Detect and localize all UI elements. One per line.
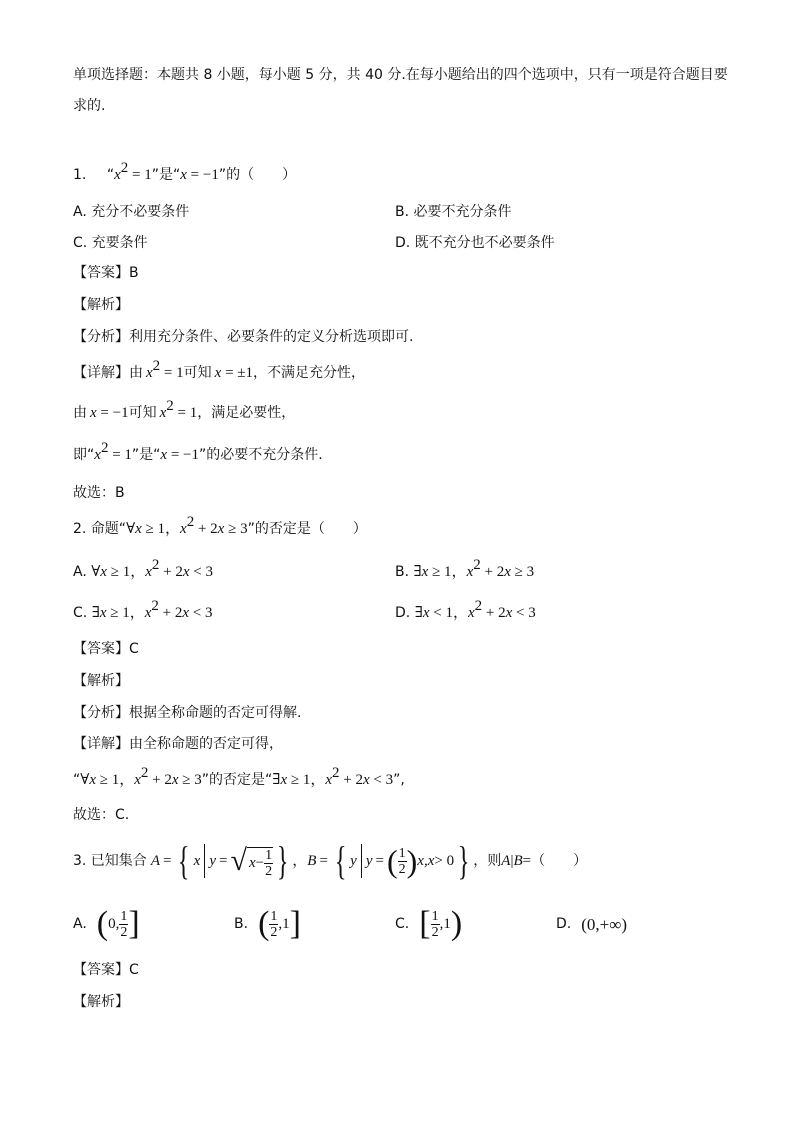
intro-line-2: 求的.	[73, 98, 106, 114]
q2-option-c: C. ∃x ≥ 1，$x^2 + 2x < 3$	[73, 598, 213, 621]
q1-fenxi: 【分析】利用充分条件、必要条件的定义分析选项即可.	[73, 329, 414, 345]
q1-answer: 【答案】B	[73, 265, 139, 281]
q1-option-c: C. 充要条件	[73, 235, 148, 251]
q3-option-d: D. (0,+∞)	[556, 914, 628, 934]
q1-analysis-label: 【解析】	[73, 297, 129, 313]
q2-option-d: D. ∃x < 1，$x^2 + 2x < 3$	[395, 598, 536, 621]
q1-option-d: D. 既不充分也不必要条件	[395, 235, 555, 251]
q2-detail-1: 【详解】由全称命题的否定可得，	[73, 736, 283, 752]
q2-analysis-label: 【解析】	[73, 673, 129, 689]
q1-detail-2: 由 x = −1可知 $x^2 = 1$，满足必要性，	[73, 398, 296, 421]
q1-option-b: B. 必要不充分条件	[395, 204, 512, 220]
q3-option-b: B. ( $\frac{1}{2}$ ,1 ]	[234, 905, 301, 942]
intro-line-1: 单项选择题：本题共 8 小题，每小题 5 分，共 40 分.在每小题给出的四个选项中，只有一项是符合题目要	[73, 67, 728, 83]
question-2-stem: 2. 命题“∀x ≥ 1，$x^2 + 2x \ge 3$”的否定是（ ）	[73, 514, 367, 537]
q2-option-a: A. ∀x ≥ 1，$x^2 + 2x < 3$	[73, 557, 213, 580]
q3-answer: 【答案】C	[73, 962, 139, 978]
q3-option-a: A. ( 0, $\frac{1}{2}$ ]	[73, 905, 140, 942]
q1-detail-1: 【详解】由 $x^2 = 1$可知 x = ±1，不满足充分性，	[73, 358, 366, 381]
q2-choose: 故选：C.	[73, 807, 130, 823]
q1-choose: 故选：B	[73, 485, 125, 501]
q3-option-c: C. [ $\frac{1}{2}$ ,1 )	[395, 905, 463, 942]
q3-analysis-label: 【解析】	[73, 994, 129, 1010]
q1-detail-3: 即“$x^2 = 1$”是“x = −1”的必要不充分条件.	[73, 440, 323, 463]
q2-answer: 【答案】C	[73, 641, 139, 657]
q2-fenxi: 【分析】根据全称命题的否定可得解.	[73, 705, 302, 721]
q2-option-b: B. ∃x ≥ 1，$x^2 + 2x \ge 3$	[395, 557, 535, 580]
question-3-stem: 3. 已知集合 A = { x y = √ x − $\frac{1}{2}$ } ， B = { y y = ( $\frac{1}{2}$ ) x , x > 0 } ，则 A | B = （ ）	[73, 838, 588, 883]
q1-option-a: A. 充分不必要条件	[73, 204, 190, 220]
q2-detail-2: “∀x ≥ 1，$x^2 + 2x \ge 3$”的否定是“∃x ≥ 1，$x^2 + 2x < 3$”,	[73, 765, 405, 788]
question-1-stem: 1. “$x^2 = 1$”是“x = −1”的（ ）	[73, 160, 297, 183]
